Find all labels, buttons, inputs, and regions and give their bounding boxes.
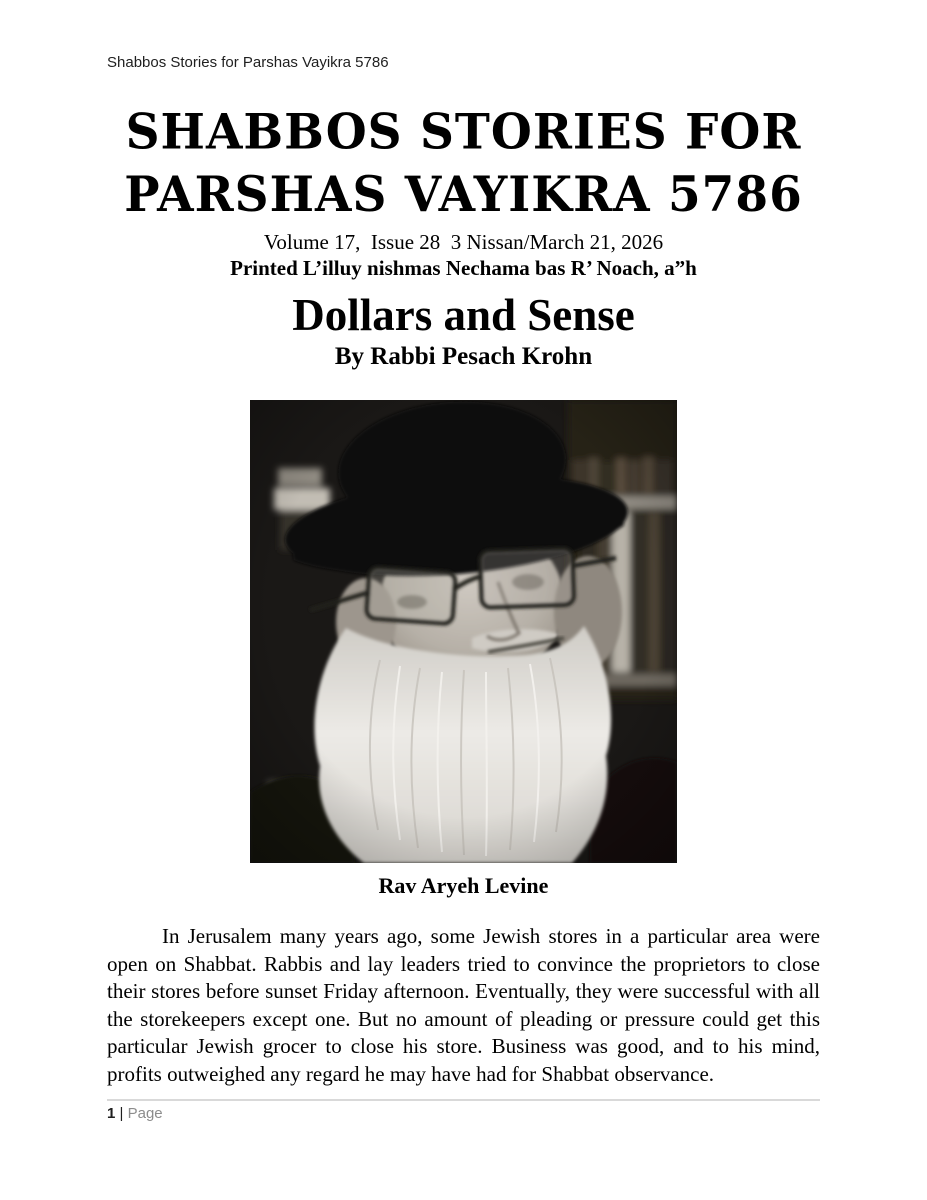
page-number: 1 (107, 1105, 116, 1122)
masthead-title (0, 102, 927, 227)
masthead-line-2: PARSHAS VAYIKRA 5786 (124, 166, 803, 224)
running-header: Shabbos Stories for Parshas Vayikra 5786 (107, 54, 389, 71)
footer-separator: | (119, 1105, 124, 1122)
article-byline: By Rabbi Pesach Krohn (334, 343, 593, 370)
footer-text (107, 1105, 820, 1122)
photo-caption: Rav Aryeh Levine (378, 873, 549, 898)
footer-page-label: Page (127, 1105, 163, 1122)
body-paragraph: In Jerusalem many years ago, some Jewish stores in a particular area were open on Shabbat. Rabbis and lay leaders tried to convince the proprietors to close their stores before sunset Friday afternoon. Eventually, they were successful with all the storekeepers except one. But no amount of pleading or pressure could get this particular Jewish grocer to close his store. Business was good, and to his mind, profits outweighed any regard he may have had for Shabbat observance. (107, 924, 820, 1086)
issue-line: Volume 17, Issue 28 3 Nissan/March 21, 2026 (263, 230, 664, 254)
page-footer (107, 1099, 820, 1122)
dedication-line: Printed L’illuy nishmas Nechama bas R’ Noach, a”h (230, 256, 697, 280)
footer-rule (107, 1099, 820, 1101)
masthead-line-1: SHABBOS STORIES FOR (125, 103, 802, 161)
article-title: Dollars and Sense (292, 290, 635, 340)
portrait-photo (250, 400, 677, 863)
rav-aryeh-levine-photo (250, 400, 677, 863)
